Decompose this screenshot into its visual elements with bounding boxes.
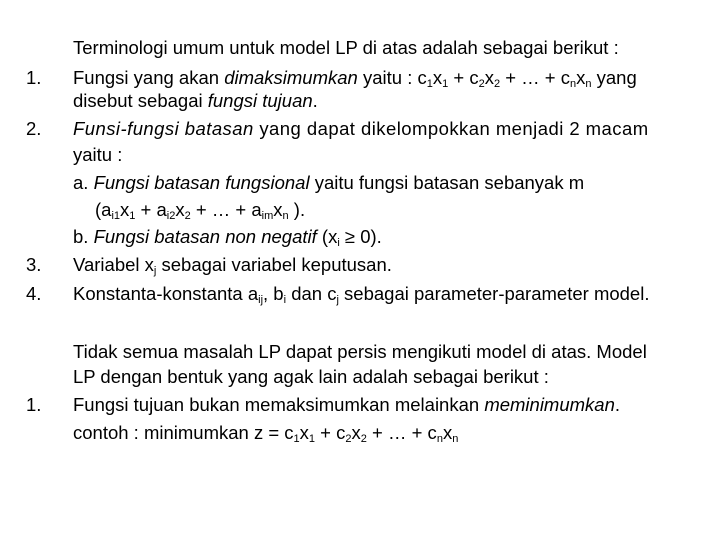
item-2-number: 2. bbox=[26, 118, 42, 139]
intro-line: Terminologi umum untuk model LP di atas adalah sebagai berikut : bbox=[73, 37, 619, 58]
section-2-item-1-line-1: Fungsi tujuan bukan memaksimumkan melainkan meminimumkan. bbox=[73, 394, 621, 415]
item-2b-line: b. Fungsi batasan non negatif $(x_i \ge 0)$. bbox=[73, 226, 382, 249]
item-2a-line: a. Fungsi batasan fungsional yaitu fungsi batasan sebanyak m bbox=[73, 172, 585, 193]
item-2a-formula: ($a_{i1}x_1 + a_{i2}x_2$ + … + $a_{im}x_n$ ). bbox=[95, 199, 306, 222]
item-1-number: 1. bbox=[26, 67, 42, 88]
item-1-line-1: Fungsi yang akan dimaksimumkan yaitu : $c_1x_1 + c_2x_2$ + … + $c_nx_n$ yang bbox=[73, 67, 637, 90]
item-4-line: Konstanta-konstanta $a_{ij}$, $b_i$ dan $c_j$ sebagai parameter-parameter model. bbox=[73, 283, 650, 306]
item-2-line-1: Funsi-fungsi batasan yang dapat dikelompokkan menjadi 2 macam bbox=[73, 118, 649, 139]
item-3-number: 3. bbox=[26, 254, 42, 275]
item-3-line: Variabel $x_j$ sebagai variabel keputusan. bbox=[73, 254, 392, 277]
item-2-line-2: yaitu : bbox=[73, 144, 123, 165]
section-2-item-1-number: 1. bbox=[26, 394, 42, 415]
section-2-paragraph-line-2: LP dengan bentuk yang agak lain adalah sebagai berikut : bbox=[73, 366, 549, 387]
section-2-paragraph-line-1: Tidak semua masalah LP dapat persis mengikuti model di atas. Model bbox=[73, 341, 647, 362]
item-1-line-2: disebut sebagai fungsi tujuan. bbox=[73, 90, 318, 111]
section-2-item-1-line-2: contoh : minimumkan $z = c_1x_1 + c_2x_2$ + … + $c_nx_n$ bbox=[73, 422, 459, 445]
item-4-number: 4. bbox=[26, 283, 42, 304]
